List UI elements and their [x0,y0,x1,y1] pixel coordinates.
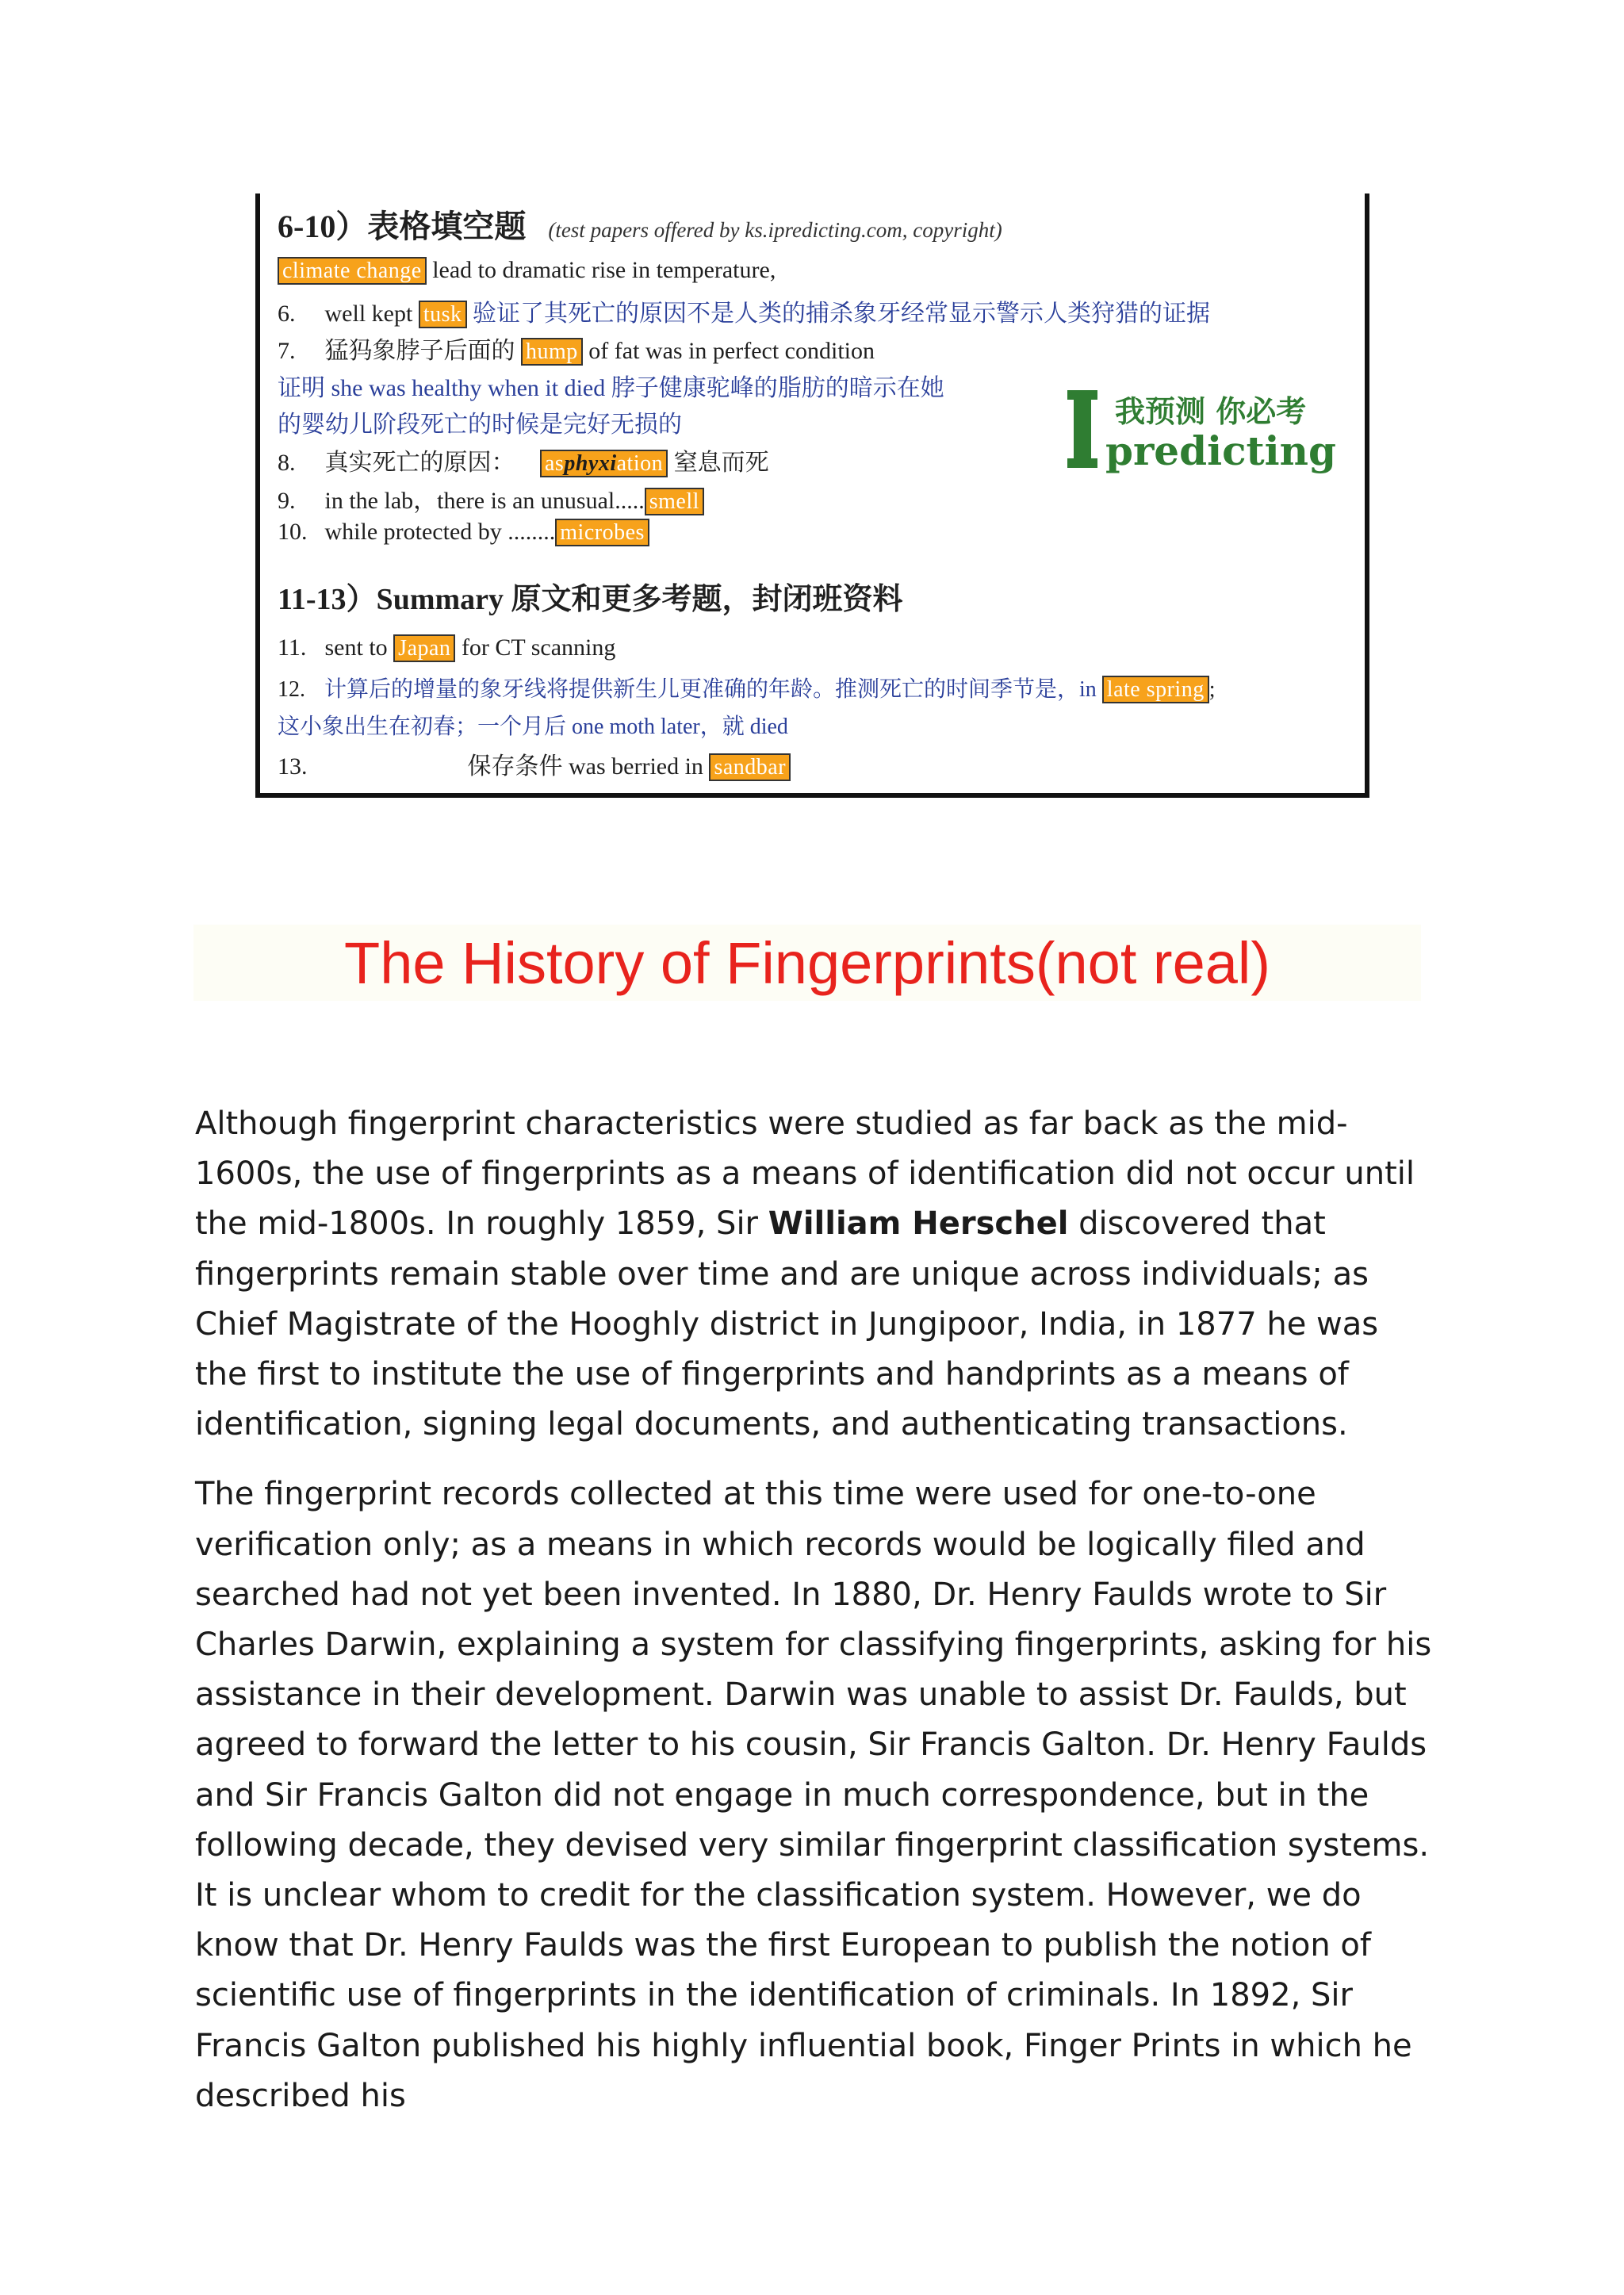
title-band [193,925,1421,1001]
row-text-cn: 证明 she was healthy when it died 脖子健康驼峰的脂肪的暗示在她 [278,375,944,401]
scan-header-credit: (test papers offered by ks.ipredicting.com, copyright) [548,218,1002,242]
row-number: 6. [278,301,296,327]
scan-header [278,201,1002,247]
answer-highlight: microbes [555,519,649,546]
ipredicting-logo [1067,384,1341,475]
row-text: ; [1208,677,1216,702]
row-text-cn: 验证了其死亡的原因不是人类的捕杀象牙经常显示警示人类狩猎的证据 [473,301,1210,327]
row-number: 12. [278,677,305,702]
row-number: 8. [278,450,296,476]
article-body [195,1099,1432,2141]
paragraph: The fingerprint records collected at this time were used for one-to-one verification only; as a means in which records would be logically filed and searched had not yet been invented. In 1880, Dr. Henry Faulds wrote to Sir Charles Darwin, explaining a system for classifying fingerprints, asking for his assistance in their development. Darwin was unable to assist Dr. Faulds, but agreed to forward the letter to his cousin, Sir Francis Galton. Dr. Henry Faulds and Sir Francis Galton did not engage in much correspondence, but in the following decade, they devised very similar fingerprint classification systems. It is unclear whom to credit for the classification system. However, we do know that Dr. Henry Faulds was the first European to publish the notion of scientific use of fingerprints in the identification of criminals. In 1892, Sir Francis Galton published his highly influential book, Finger Prints in which he described his [195,1476,1432,2114]
row-number: 9. [278,488,296,514]
answer-row [278,404,682,439]
row-text: of fat was in perfect condition [588,338,875,364]
answer-part: ation [616,451,664,476]
row-text: 窒息而死 [673,450,769,476]
paragraph-text: Although fingerprint characteristics were studied as far back as the mid-1600s, the use of fingerprints as a means of identification did not occur until the mid-1800s. In roughly 1859, Sir [195,1105,1415,1243]
answer-part: as [545,451,565,476]
row-number: 11. [278,634,307,661]
answer-highlight: smell [645,488,704,515]
answer-row [278,634,615,661]
logo-bar [1074,390,1091,468]
row-text: lead to dramatic rise in temperature, [432,257,776,283]
answer-highlight: tusk [419,301,467,328]
paragraph-bold-name: William Herschel [768,1205,1069,1243]
page-title: The History of Fingerprints(not real) [344,929,1270,996]
paragraph-text: discovered that fingerprints remain stable over time and are unique across individuals; as Chief Magistrate of the Hooghly district in Jungipoor, India, in 1877 he was the first to institute the use of fingerprints and handprints as a means of identification, signing legal documents, and authenticating transactions. [195,1205,1379,1443]
row-text-cn: 计算后的增量的象牙线将提供新生儿更准确的年龄。推测死亡的时间季节是，in [324,677,1097,702]
row-number: 7. [278,338,296,364]
answer-part-italic: phyxi [564,451,617,476]
answer-row [278,519,649,546]
answer-highlight [540,450,668,477]
row-text: sent to [324,634,388,661]
section-heading: 11-13）Summary 原文和更多考题，封闭班资料 [278,583,903,616]
answer-highlight: Japan [393,634,455,662]
answer-row [278,257,776,284]
row-text: while protected by ........ [324,519,556,545]
row-text: 猛犸象脖子后面的 [324,338,515,364]
answer-row [278,481,704,515]
paragraph [195,1099,1432,1450]
logo-bar-top [1067,390,1097,400]
row-text: in the lab，there is an unusual..... [324,488,645,514]
row-text: well kept [324,301,413,327]
row-number: 10. [278,519,308,545]
answer-row [278,709,788,741]
row-text: 真实死亡的原因： [324,450,515,476]
answer-row [278,368,944,403]
row-text-cn: 这小象出生在初春；一个月后 one moth later，就 died [278,715,788,739]
answer-sheet-image [255,193,1369,798]
answer-highlight: hump [521,338,583,366]
answer-row [278,293,1210,328]
logo-bar-bottom [1067,458,1097,468]
row-text: 保存条件 was berried in [467,753,703,780]
answer-highlight: climate change [278,257,427,285]
row-number: 13. [278,753,308,780]
answer-row [278,443,769,477]
answer-row [278,746,791,781]
logo-en-text: predicting [1105,427,1336,474]
scan-header-title: 6-10）表格填空题 [278,209,527,244]
row-text-cn: 的婴幼儿阶段死亡的时候是完好无损的 [278,412,682,438]
answer-highlight: late spring [1102,676,1209,703]
answer-row [278,331,875,366]
row-text: for CT scanning [461,634,616,661]
answer-row [278,672,1216,703]
logo-cn-text: 我预测 你必考 [1115,393,1307,429]
answer-highlight: sandbar [709,753,791,781]
